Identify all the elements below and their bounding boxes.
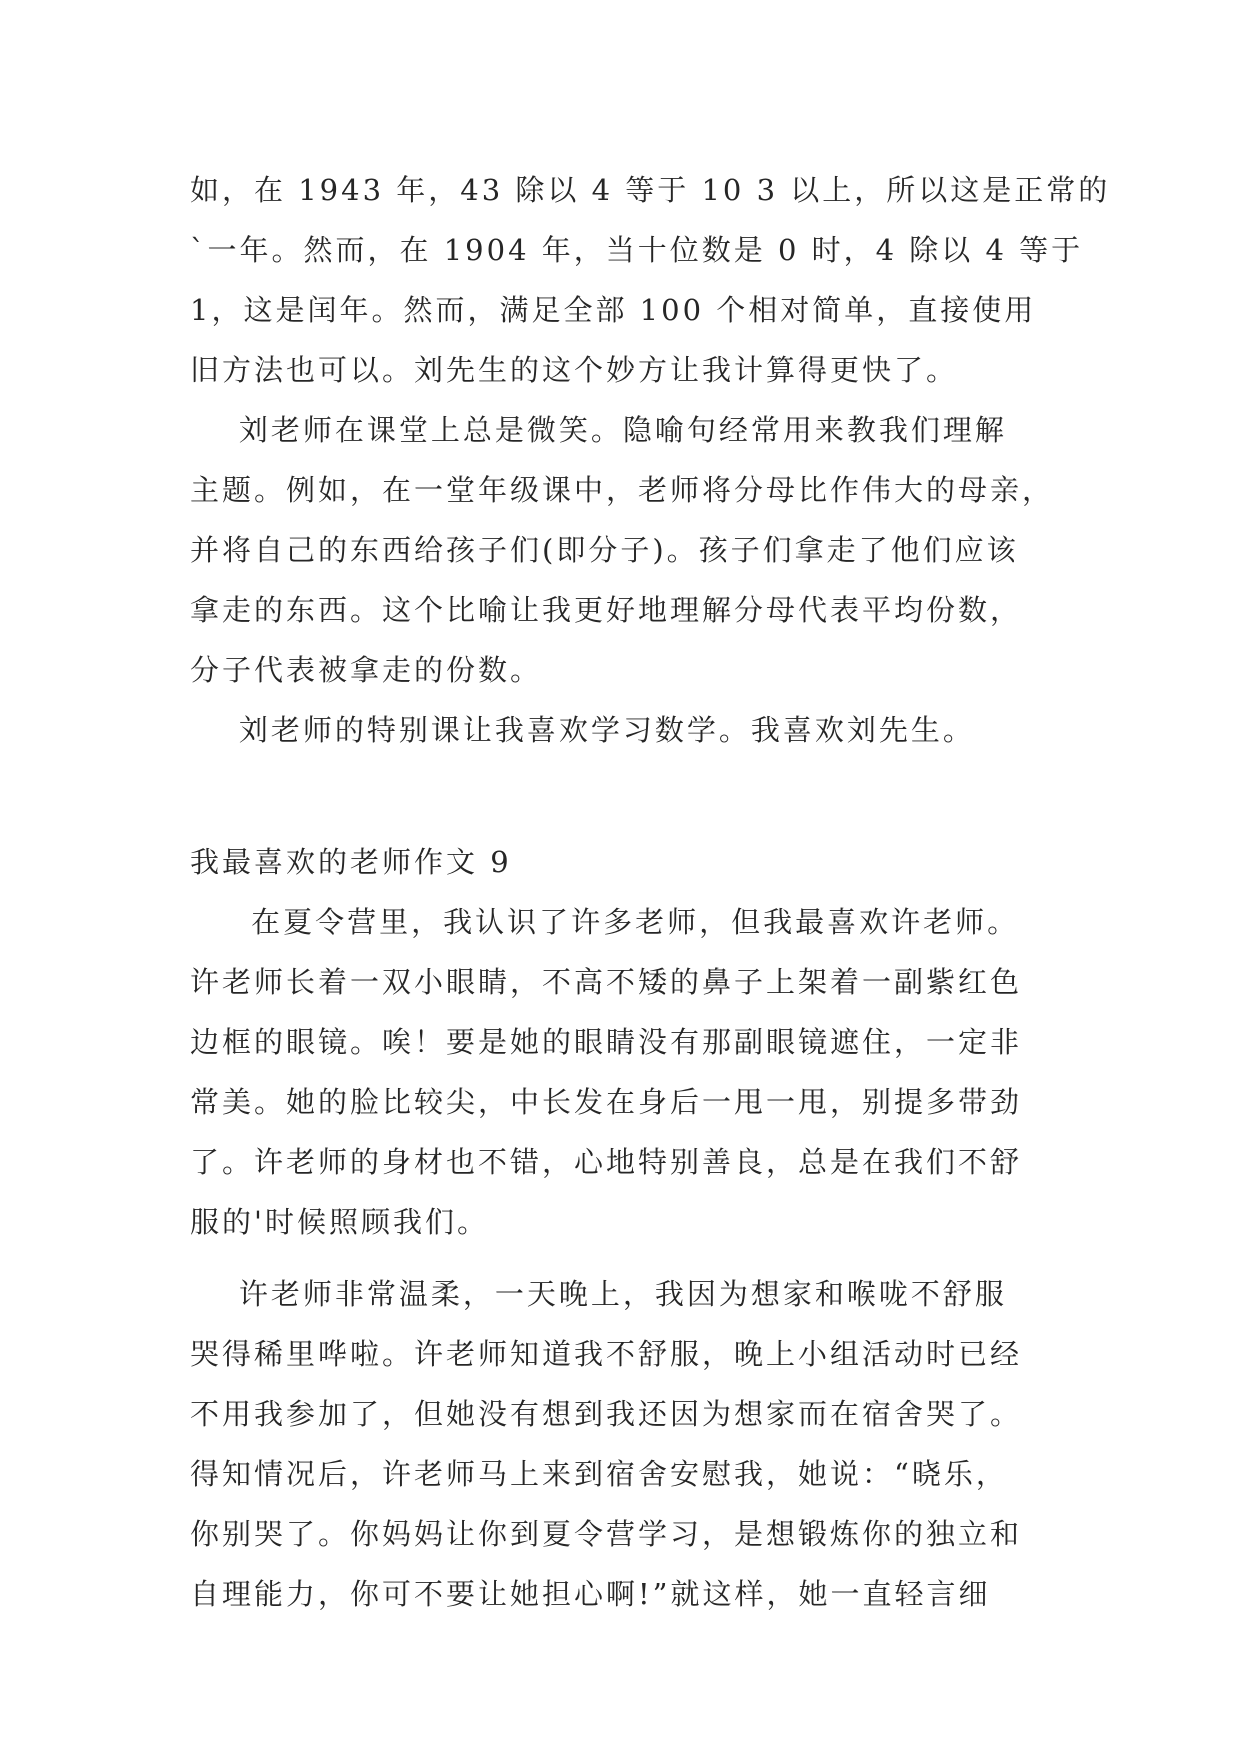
document-body [190,160,1111,1624]
text-line: 拿走的东西。这个比喻让我更好地理解分母代表平均份数， [190,593,1023,627]
text-line: 并将自己的东西给孩子们(即分子)。孩子们拿走了他们应该 [190,533,1019,567]
text-line: `一年。然而，在 1904 年，当十位数是 0 时，4 除以 4 等于 [190,233,1084,267]
text-line: 得知情况后，许老师马上来到宿舍安慰我，她说：“晓乐， [190,1457,1008,1491]
paragraph-teacher-xu-gentle [190,1264,1070,1624]
text-line: 主题。例如，在一堂年级课中，老师将分母比作伟大的母亲， [190,473,1055,507]
text-line: 服的'时候照顾我们。 [190,1205,489,1239]
paragraph-metaphor [190,400,1070,700]
text-line: 许老师非常温柔，一天晚上，我因为想家和喉咙不舒服 [190,1277,1007,1311]
text-line: 如，在 1943 年，43 除以 4 等于 10 3 以上，所以这是正常的 [190,173,1111,207]
text-line: 1，这是闰年。然而，满足全部 100 个相对简单，直接使用 [190,293,1037,327]
text-line: 许老师长着一双小眼睛，不高不矮的鼻子上架着一副紫红色 [190,965,1023,999]
paragraph-leap-year [190,160,1111,400]
section-gap [190,760,1070,832]
text-line: 旧方法也可以。刘先生的这个妙方让我计算得更快了。 [190,353,959,387]
paragraph-conclusion [190,700,1070,760]
section-heading: 我最喜欢的老师作文 9 [190,845,512,879]
text-line: 哭得稀里哗啦。许老师知道我不舒服，晚上小组活动时已经 [190,1337,1023,1371]
text-line: 刘老师的特别课让我喜欢学习数学。我喜欢刘先生。 [190,713,975,747]
paragraph-teacher-xu-intro [190,892,1070,1252]
paragraph-spacer [190,1252,1070,1264]
text-line: 刘老师在课堂上总是微笑。隐喻句经常用来教我们理解 [190,413,1007,447]
text-line: 自理能力，你可不要让她担心啊!”就这样，她一直轻言细 [190,1577,991,1611]
text-line: 在夏令营里，我认识了许多老师，但我最喜欢许老师。 [190,905,1020,939]
text-line: 不用我参加了，但她没有想到我还因为想家而在宿舍哭了。 [190,1397,1023,1431]
text-line: 你别哭了。你妈妈让你到夏令营学习，是想锻炼你的独立和 [190,1517,1023,1551]
text-line: 边框的眼镜。唉！要是她的眼睛没有那副眼镜遮住，一定非 [190,1025,1023,1059]
text-line: 了。许老师的身材也不错，心地特别善良，总是在我们不舒 [190,1145,1023,1179]
text-line: 分子代表被拿走的份数。 [190,653,543,687]
text-line: 常美。她的脸比较尖，中长发在身后一甩一甩，别提多带劲 [190,1085,1023,1119]
